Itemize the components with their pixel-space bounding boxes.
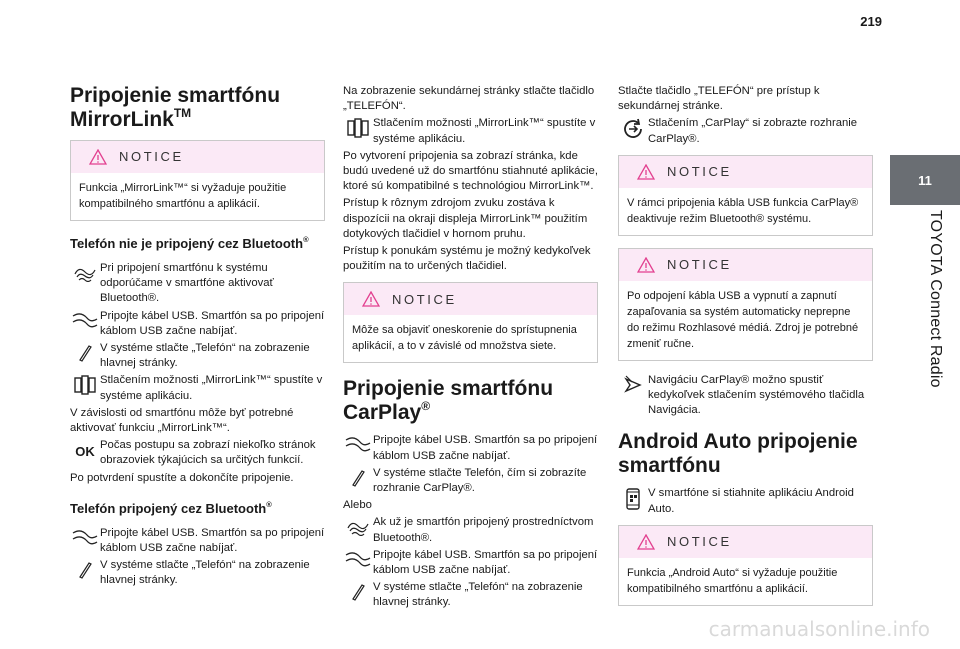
step-item xyxy=(70,438,325,468)
step-text: Stlačením možnosti „MirrorLink™“ spustíte v systéme aplikáciu. xyxy=(100,374,323,402)
apps-grid-icon xyxy=(343,116,373,144)
step-text: Stlačením možnosti „MirrorLink™“ spustíte v systéme aplikáciu. xyxy=(373,117,596,145)
title-line-1: Pripojenie smartfónu xyxy=(343,377,554,401)
pencil-tap-icon xyxy=(343,580,373,608)
step-item xyxy=(70,373,325,403)
page-number: 219 xyxy=(860,14,882,29)
bluetooth-signal-icon xyxy=(343,515,373,543)
carplay-title xyxy=(343,377,598,425)
notice-box xyxy=(618,155,873,236)
chapter-label: TOYOTA Connect Radio xyxy=(927,210,944,388)
step-text: Navigáciu CarPlay® možno spustiť kedykoľvek stlačením systémového tlačidla Navigácia. xyxy=(648,373,865,417)
step-text: Počas postupu sa zobrazí niekoľko stránok obrazoviek týkajúcich sa určitých funkcií. xyxy=(100,439,316,467)
usb-cable-icon xyxy=(343,548,373,576)
notice-text: V rámci pripojenia kábla USB funkcia CarPlay® deaktivuje režim Bluetooth® systému. xyxy=(627,196,859,225)
pencil-tap-icon xyxy=(70,558,100,586)
pencil-tap-icon xyxy=(343,466,373,494)
warning-triangle-icon xyxy=(637,164,655,180)
column-3 xyxy=(618,84,873,618)
mirrorlink-title xyxy=(70,84,325,132)
paragraph: Na zobrazenie sekundárnej stránky stlačte tlačidlo „TELEFÓN“. xyxy=(343,85,595,113)
step-item xyxy=(618,373,873,419)
notice-text: Funkcia „MirrorLink™“ si vyžaduje použitie kompatibilného smartfónu a aplikácií. xyxy=(79,182,287,210)
step-text: V systéme stlačte „Telefón“ na zobrazenie hlavnej stránky. xyxy=(100,342,310,370)
warning-triangle-icon xyxy=(362,291,380,307)
step-item xyxy=(343,433,598,463)
warning-triangle-icon xyxy=(637,534,655,550)
notice-title: NOTICE xyxy=(667,164,732,180)
step-item xyxy=(343,466,598,496)
title-line-1: Android Auto pripojenie xyxy=(618,430,858,454)
step-item xyxy=(343,116,598,146)
refresh-icon xyxy=(618,116,648,144)
notice-title: NOTICE xyxy=(667,534,732,550)
step-text: Stlačením „CarPlay“ si zobrazte rozhranie CarPlay®. xyxy=(648,117,858,145)
notice-title: NOTICE xyxy=(667,257,732,273)
notice-header xyxy=(619,156,872,188)
step-text: V smartfóne si stiahnite aplikáciu Android Auto. xyxy=(648,487,854,515)
notice-text: Po odpojení kábla USB a vypnutí a zapnutí zapaľovania sa systém automaticky neprepne do režimu Rozhlasové médiá. Zdroj je potrebné zmeniť ručne. xyxy=(627,289,859,350)
usb-cable-icon xyxy=(343,433,373,461)
notice-box xyxy=(70,140,325,221)
apps-grid-icon xyxy=(70,373,100,401)
notice-title: NOTICE xyxy=(119,149,184,165)
step-text: Pripojte kábel USB. Smartfón sa po pripojení káblom USB začne nabíjať. xyxy=(100,309,325,337)
paragraph: Po vytvorení pripojenia sa zobrazí stránka, kde budú uvedené už do smartfónu stiahnuté aplikácie, ktoré sú kompatibilné s technológiou MirrorLink™. xyxy=(343,149,598,193)
step-text: Pripojte kábel USB. Smartfón sa po pripojení káblom USB začne nabíjať. xyxy=(100,526,325,555)
step-item xyxy=(343,580,598,610)
usb-cable-icon xyxy=(70,309,100,337)
title-line-2: smartfónu xyxy=(618,454,721,478)
step-item xyxy=(70,558,325,588)
step-item xyxy=(70,261,325,307)
step-item xyxy=(70,341,325,371)
notice-header xyxy=(71,141,324,173)
section-heading xyxy=(70,500,325,518)
title-sup: TM xyxy=(173,106,192,120)
notice-box xyxy=(343,282,598,363)
title-sup: ® xyxy=(421,399,431,414)
step-text: V systéme stlačte „Telefón“ na zobrazenie hlavnej stránky. xyxy=(373,581,583,609)
step-item xyxy=(343,548,598,578)
step-text: Pri pripojení smartfónu k systému odporúčame v smartfóne aktivovať Bluetooth®. xyxy=(100,262,274,305)
notice-text: Môže sa objaviť oneskorenie do sprístupnenia aplikácií, a to v závislé od množstva siete. xyxy=(352,324,577,353)
usb-cable-icon xyxy=(70,526,100,554)
heading-sup: ® xyxy=(266,499,272,509)
bluetooth-signal-icon xyxy=(70,261,100,289)
notice-header xyxy=(619,526,872,558)
warning-triangle-icon xyxy=(637,257,655,273)
chapter-number: 11 xyxy=(890,155,960,205)
android-auto-title xyxy=(618,430,873,478)
title-line-1: Pripojenie smartfónu xyxy=(70,84,281,107)
notice-header xyxy=(619,249,872,281)
heading-text: Telefón nie je pripojený cez Bluetooth xyxy=(70,236,304,251)
watermark: carmanualsonline.info xyxy=(708,617,930,641)
step-text: V systéme stlačte Telefón, čím si zobrazíte rozhranie CarPlay®. xyxy=(373,466,587,495)
column-2 xyxy=(343,84,598,613)
step-item xyxy=(343,515,598,545)
title-line-2: MirrorLink xyxy=(70,108,174,131)
paragraph: Alebo xyxy=(343,499,372,512)
navigation-arrow-icon xyxy=(618,373,648,401)
paragraph: Prístup k ponukám systému je možný kedykoľvek použitím na to určených tlačidiel. xyxy=(343,245,591,273)
step-item xyxy=(618,116,873,146)
step-item xyxy=(70,309,325,339)
paragraph: Prístup k rôznym zdrojom zvuku zostáva k dispozícii na okraji displeja MirrorLink™ použitím dotykových tlačidiel v hornom pruhu. xyxy=(343,197,588,240)
paragraph: Stlačte tlačidlo „TELEFÓN“ pre prístup k sekundárnej stránke. xyxy=(618,85,820,113)
paragraph: Po potvrdení spustíte a dokončíte pripojenie. xyxy=(70,471,294,484)
title-line-2: CarPlay xyxy=(343,401,422,425)
notice-box xyxy=(618,525,873,606)
step-item xyxy=(618,486,873,516)
heading-sup: ® xyxy=(303,235,309,244)
notice-header xyxy=(344,283,597,315)
notice-text: Funkcia „Android Auto“ si vyžaduje použitie kompatibilného smartfónu a aplikácií. xyxy=(627,566,838,595)
step-item xyxy=(70,526,325,556)
phone-app-icon xyxy=(618,486,648,514)
step-text: Pripojte kábel USB. Smartfón sa po pripojení káblom USB začne nabíjať. xyxy=(373,434,598,462)
section-heading xyxy=(70,235,325,253)
step-text: Pripojte kábel USB. Smartfón sa po pripojení káblom USB začne nabíjať. xyxy=(373,548,598,577)
heading-text: Telefón pripojený cez Bluetooth xyxy=(70,500,267,516)
column-1 xyxy=(70,84,325,591)
chapter-tab xyxy=(890,0,960,649)
step-text: V systéme stlačte „Telefón“ na zobrazenie hlavnej stránky. xyxy=(100,559,310,587)
step-text: Ak už je smartfón pripojený prostredníctvom Bluetooth®. xyxy=(373,516,594,544)
paragraph: V závislosti od smartfónu môže byť potrebné aktivovať funkciu „MirrorLink™“. xyxy=(70,406,294,435)
warning-triangle-icon xyxy=(89,149,107,165)
notice-box xyxy=(618,248,873,361)
notice-title: NOTICE xyxy=(392,291,457,307)
pencil-tap-icon xyxy=(70,341,100,369)
ok-icon: OK xyxy=(75,444,95,460)
